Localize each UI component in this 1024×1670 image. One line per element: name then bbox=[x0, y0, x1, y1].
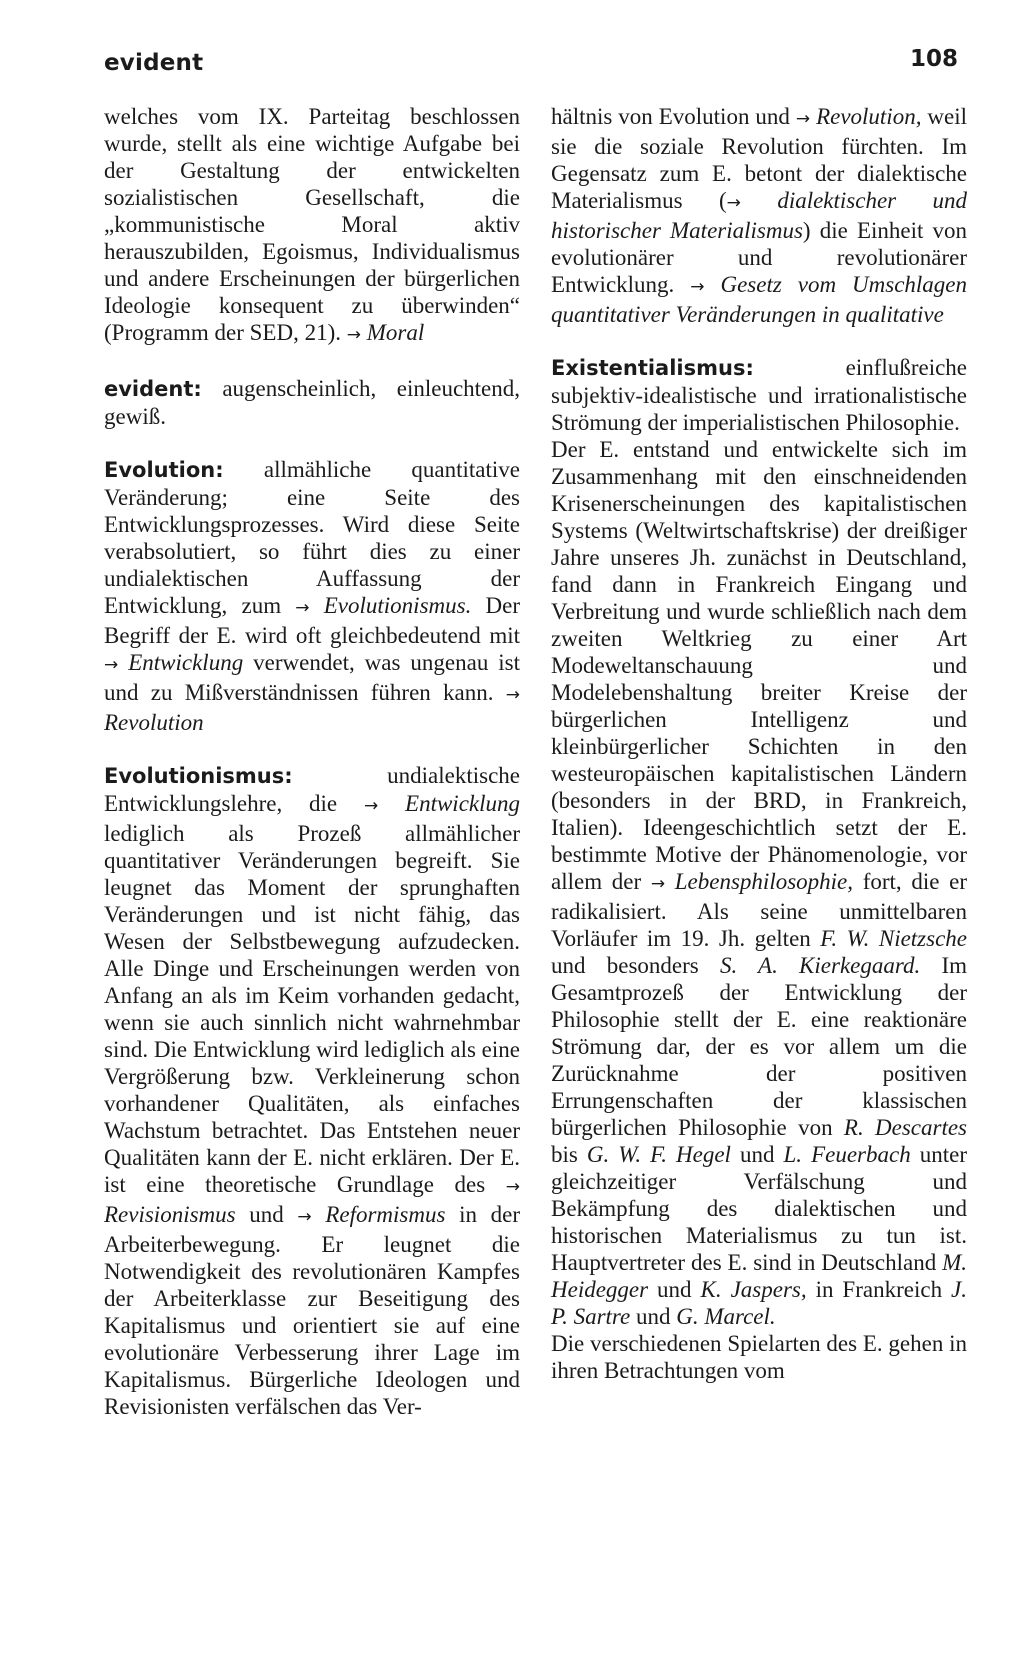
cross-reference-moral: Moral bbox=[366, 320, 425, 345]
entry-evident bbox=[104, 375, 520, 430]
cross-reference-arrow-icon: → bbox=[795, 109, 811, 129]
cross-reference-entwicklung: Entwicklung bbox=[128, 650, 244, 675]
cross-reference-arrow-icon: → bbox=[726, 193, 741, 213]
definition-text: Der E. entstand und entwickelte sich im Zusammenhang mit den einschneidenden Krisenerscheinungen des kapitalistischen Systems (Weltwirtschaftskrise) der dreißiger Jahre unseres Jh. zunächst in Deutschland, fand dann in Frankreich Eingang und Verbreitung und wurde schließlich nach dem zweiten Weltkrieg zu einer Art Modeweltanschauung und Modelebenshaltung breiter Kreise der bürgerlichen Intelligenz und kleinbürgerlicher Schichten in den westeuropäischen kapitalistischen Ländern (besonders in der BRD, in Frankreich, Italien). Ideengeschichtlich setzt der E. bestimmte Motive der Phänomenologie, vor allem der bbox=[551, 437, 967, 894]
definition-text: in Frankreich bbox=[815, 1277, 943, 1302]
cross-reference-arrow-icon: → bbox=[363, 796, 379, 816]
definition-text: und besonders bbox=[551, 953, 699, 978]
person-name: G. W. F. Hegel bbox=[586, 1142, 731, 1167]
cross-reference-arrow-icon: → bbox=[297, 1207, 312, 1227]
cross-reference-evolutionismus: Evolutionismus. bbox=[323, 593, 472, 618]
cross-reference-arrow-icon: → bbox=[346, 325, 361, 345]
headword-evident: evident: bbox=[104, 377, 202, 401]
definition-text: Im Gesamtprozeß der Entwicklung der Philosophie stellt der E. eine reaktionäre Strömung dar, der es vor allem um die Zurücknahme der positiven Errungenschaften der klassischen bürgerlichen Philosophie von bbox=[551, 953, 968, 1140]
paragraph-existentialismus-history bbox=[551, 436, 967, 1330]
cross-reference-arrow-icon: → bbox=[505, 1177, 521, 1197]
definition-text: in der Arbeiterbewegung. Er leugnet die Notwendigkeit des revolutionären Kampfes der Arbeiterklasse zur Beseitigung des Kapitalismus und orientiert sie auf eine evolutionäre Verbesserung ihrer Lage im Kapitalismus. Bürgerliche Ideologen und Revisionisten verfälschen das Ver- bbox=[104, 1202, 521, 1419]
definition-text: fort, die er radikalisiert. Als seine unmittelbaren Vorläufer im 19. Jh. gelten bbox=[551, 869, 967, 951]
headword-existentialismus: Existentialismus: bbox=[551, 356, 754, 380]
body-text: weil sie die soziale Revolution fürchten. Im Gegensatz zum E. betont der dialektische Materialismus ( bbox=[551, 104, 968, 213]
cross-reference-revolution: Revolution, bbox=[816, 104, 922, 129]
cross-reference-arrow-icon: → bbox=[295, 598, 310, 618]
body-text: ) die Einheit von evolutionärer und revolutionärer Entwicklung. bbox=[551, 218, 968, 297]
page-number: 108 bbox=[909, 46, 958, 72]
person-name: R. Descartes bbox=[843, 1115, 968, 1140]
cross-reference-revolution: Revolution bbox=[104, 710, 204, 735]
person-name: M. Heidegger bbox=[551, 1250, 968, 1302]
body-text: hältnis von Evolution und bbox=[551, 104, 790, 129]
definition-text: Die verschiedenen Spielarten des E. gehen in ihren Betrachtungen vom bbox=[551, 1331, 967, 1383]
person-name: G. Marcel. bbox=[676, 1304, 776, 1329]
definition-text: und bbox=[249, 1202, 284, 1227]
entry-evolutionismus bbox=[104, 762, 520, 1420]
entry-continuation-evolution bbox=[551, 103, 967, 328]
person-name: J. P. Sartre bbox=[551, 1277, 967, 1329]
cross-reference-gesetz-umschlagen: Gesetz vom Umschlagen quantitativer Veränderungen in qualitative bbox=[551, 272, 968, 327]
definition-text: einflußreiche subjektiv-idealistische und irrationalistische Strömung der imperialistischen Philosophie. bbox=[551, 355, 967, 435]
right-column bbox=[551, 103, 967, 1384]
definition-text: lediglich als Prozeß allmählicher quantitativer Veränderungen begreift. Sie leugnet das Moment der sprunghaften Veränderungen und ist nicht fähig, das Wesen der Selbstbewegung aufzudecken. Alle Dinge und Erscheinungen werden von Anfang an als im Keim vorhanden gedacht, wenn sie auch sinnlich nicht wahrnehmbar sind. Die Entwicklung wird lediglich als eine Vergrößerung bzw. Verkleinerung schon vorhandener Qualitäten, als einfaches Wachstum betrachtet. Das Entstehen neuer Qualitäten kann der E. nicht erklären. Der E. ist eine theoretische Grundlage des bbox=[104, 821, 520, 1197]
definition-text: verwendet, was ungenau ist und zu Mißverständnissen führen kann. bbox=[104, 650, 521, 705]
person-name: K. Jaspers, bbox=[700, 1277, 807, 1302]
headword-evolution: Evolution: bbox=[104, 458, 224, 482]
definition-text: und bbox=[739, 1142, 775, 1167]
running-head: evident bbox=[104, 50, 204, 76]
definition-text: allmähliche quantitative Veränderung; eine Seite des Entwicklungsprozesses. Wird diese Seite verabsolutiert, so führt dies zu einer undialektischen Auffassung der Entwicklung, zum bbox=[104, 457, 520, 618]
entry-evolution bbox=[104, 456, 520, 736]
definition-text: unter gleichzeitiger Verfälschung und Bekämpfung des dialektischen und historischen Materialismus zu tun ist. Hauptvertreter des E. sind in Deutschland bbox=[551, 1142, 968, 1275]
cross-reference-arrow-icon: → bbox=[104, 655, 119, 675]
cross-reference-dialektischer-materialismus: dialektischer und historischer Materialismus bbox=[551, 188, 968, 243]
headword-evolutionismus: Evolutionismus: bbox=[104, 764, 293, 788]
definition-text: Der Begriff der E. wird oft gleichbedeutend mit bbox=[104, 593, 521, 648]
definition-text: bis bbox=[551, 1142, 578, 1167]
entry-existentialismus bbox=[551, 354, 967, 436]
entry-continuation-moral bbox=[104, 103, 520, 349]
cross-reference-reformismus: Reformismus bbox=[325, 1202, 446, 1227]
cross-reference-entwicklung: Entwicklung bbox=[405, 791, 521, 816]
definition-text: augenscheinlich, einleuchtend, gewiß. bbox=[104, 376, 520, 429]
cross-reference-arrow-icon: → bbox=[650, 874, 666, 894]
cross-reference-arrow-icon: → bbox=[690, 277, 705, 297]
paragraph-existentialismus-variants bbox=[551, 1330, 967, 1384]
cross-reference-lebensphilosophie: Lebensphilosophie, bbox=[674, 869, 854, 894]
definition-text: und bbox=[635, 1304, 671, 1329]
body-text: welches vom IX. Parteitag beschlossen wurde, stellt als eine wichtige Aufgabe bei der Gestaltung der entwickelten sozialistischen Gesellschaft, die „kommunistische Moral aktiv herauszubilden, Egoismus, Individualismus und andere Erscheinungen der bürgerlichen Ideologie konsequent zu überwinden“ (Programm der SED, 21). bbox=[104, 104, 520, 345]
definition-text: und bbox=[657, 1277, 692, 1302]
left-column bbox=[104, 103, 520, 1446]
cross-reference-revisionismus: Revisionismus bbox=[104, 1202, 236, 1227]
cross-reference-arrow-icon: → bbox=[505, 685, 521, 705]
person-name: S. A. Kierkegaard. bbox=[719, 953, 921, 978]
person-name: F. W. Nietzsche bbox=[820, 926, 968, 951]
person-name: L. Feuerbach bbox=[783, 1142, 911, 1167]
definition-text: undialektische Entwicklungslehre, die bbox=[104, 763, 520, 816]
